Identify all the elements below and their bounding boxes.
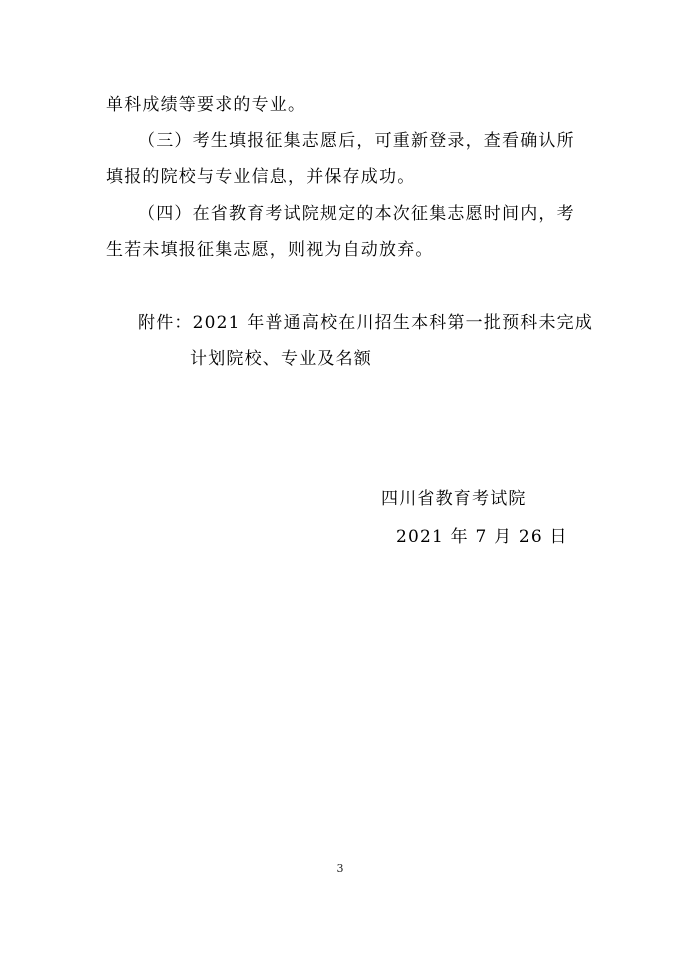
paragraph-line: 生若未填报征集志愿，则视为自动放弃。 <box>106 240 434 260</box>
paragraph-line: 单科成绩等要求的专业。 <box>106 95 307 115</box>
attachment-line: 计划院校、专业及名额 <box>190 349 372 369</box>
page-number: 3 <box>336 862 344 875</box>
paragraph-line: （四）在省教育考试院规定的本次征集志愿时间内，考 <box>138 204 575 224</box>
attachment-line: 附件：2021 年普通高校在川招生本科第一批预科未完成 <box>138 313 594 333</box>
issuing-organization: 四川省教育考试院 <box>381 489 527 509</box>
issue-date: 2021 年 7 月 26 日 <box>396 527 568 547</box>
paragraph-line: 填报的院校与专业信息，并保存成功。 <box>106 167 416 187</box>
paragraph-line: （三）考生填报征集志愿后，可重新登录，查看确认所 <box>138 131 575 151</box>
